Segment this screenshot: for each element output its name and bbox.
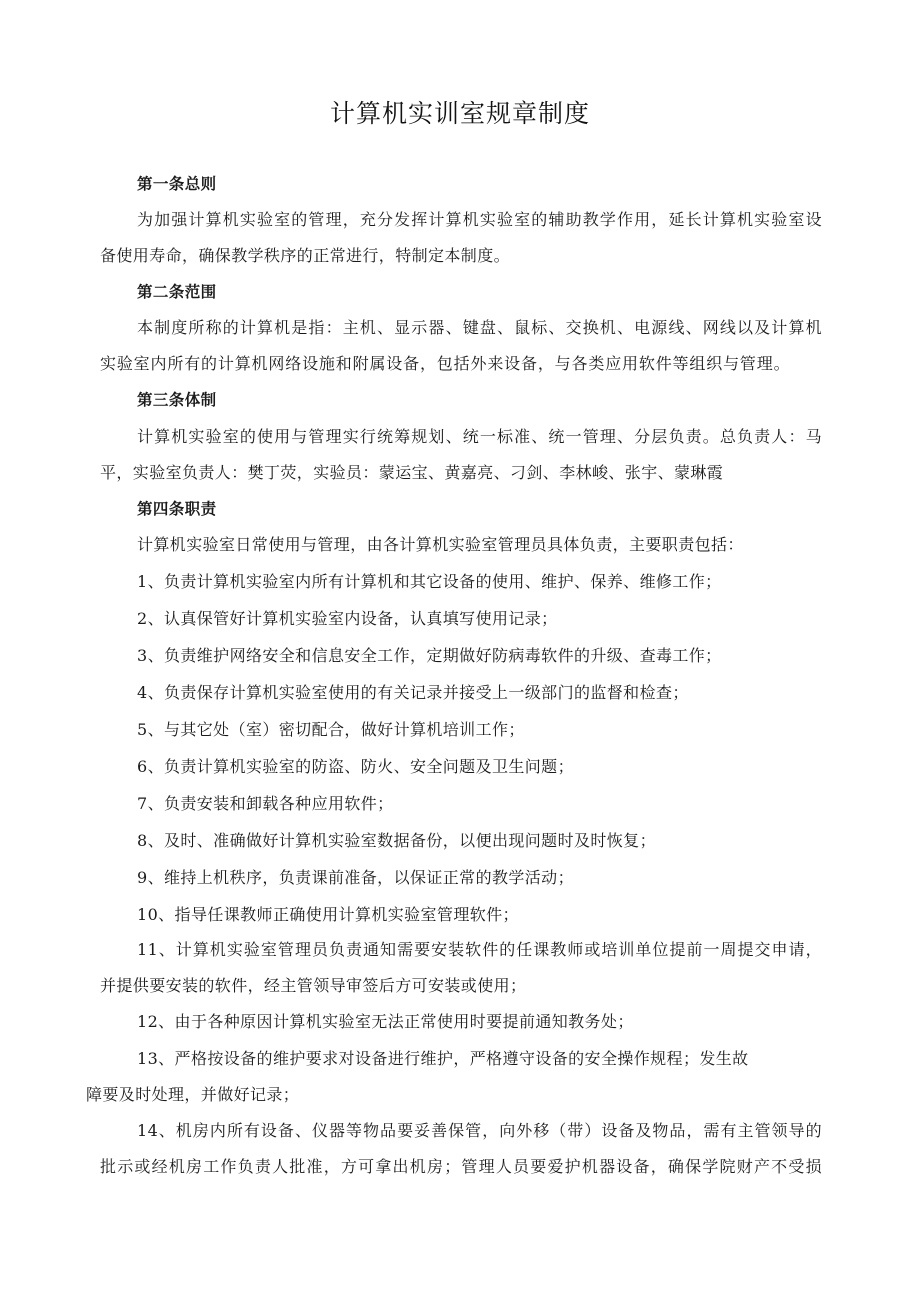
- document-title: 计算机实训室规章制度: [329, 99, 590, 128]
- list-item: 12、由于各种原因计算机实验室无法正常使用时要提前通知教务处；: [137, 1012, 634, 1031]
- list-item: 11、计算机实验室管理员负责通知需要安装软件的任课教师或培训单位提前一周提交申请，: [137, 940, 822, 959]
- list-item-continuation: 批示或经机房工作负责人批准，方可拿出机房；管理人员要爱护机器设备，确保学院财产不受损: [100, 1157, 822, 1176]
- paragraph-line: 本制度所称的计算机是指：主机、显示器、键盘、鼠标、交换机、电源线、网线以及计算机: [137, 318, 822, 337]
- list-item: 10、指导任课教师正确使用计算机实验室管理软件；: [137, 905, 519, 924]
- section-heading: 第二条范围: [137, 282, 217, 301]
- section-heading: 第一条总则: [137, 174, 217, 193]
- list-item: 8、及时、准确做好计算机实验室数据备份，以便出现问题时及时恢复；: [137, 831, 656, 850]
- list-item: 9、维持上机秩序，负责课前准备，以保证正常的教学活动；: [137, 868, 574, 887]
- paragraph-line: 备使用寿命，确保教学秩序的正常进行，特制定本制度。: [100, 246, 511, 265]
- list-item: 6、负责计算机实验室的防盗、防火、安全问题及卫生问题；: [137, 757, 574, 776]
- section-heading: 第四条职责: [137, 499, 217, 518]
- list-item: 14、机房内所有设备、仪器等物品要妥善保管，向外移（带）设备及物品，需有主管领导的: [137, 1121, 822, 1140]
- list-item-continuation: 障要及时处理，并做好记录；: [86, 1085, 300, 1104]
- paragraph-line: 计算机实验室日常使用与管理，由各计算机实验室管理员具体负责，主要职责包括：: [137, 535, 744, 554]
- paragraph-line: 为加强计算机实验室的管理，充分发挥计算机实验室的辅助教学作用，延长计算机实验室设: [137, 210, 822, 229]
- list-item: 13、严格按设备的维护要求对设备进行维护，严格遵守设备的安全操作规程；发生故: [137, 1049, 749, 1068]
- list-item: 7、负责安装和卸载各种应用软件；: [137, 794, 394, 813]
- section-heading: 第三条体制: [137, 390, 217, 409]
- list-item: 4、负责保存计算机实验室使用的有关记录并接受上一级部门的监督和检查；: [137, 683, 689, 702]
- list-item: 1、负责计算机实验室内所有计算机和其它设备的使用、维护、保养、维修工作；: [137, 572, 722, 591]
- list-item: 5、与其它处（室）密切配合，做好计算机培训工作；: [137, 720, 525, 739]
- list-item-continuation: 并提供要安装的软件，经主管领导审签后方可安装或使用；: [100, 976, 527, 995]
- paragraph-line: 平，实验室负责人：樊丁荧，实验员：蒙运宝、黄嘉亮、刁剑、李林峻、张宇、蒙琳霞: [100, 463, 724, 482]
- paragraph-line: 计算机实验室的使用与管理实行统筹规划、统一标准、统一管理、分层负责。总负责人：马: [137, 427, 822, 446]
- list-item: 2、认真保管好计算机实验室内设备，认真填写使用记录；: [137, 609, 558, 628]
- paragraph-line: 实验室内所有的计算机网络设施和附属设备，包括外来设备，与各类应用软件等组织与管理。: [100, 354, 790, 373]
- list-item: 3、负责维护网络安全和信息安全工作，定期做好防病毒软件的升级、查毒工作；: [137, 646, 722, 665]
